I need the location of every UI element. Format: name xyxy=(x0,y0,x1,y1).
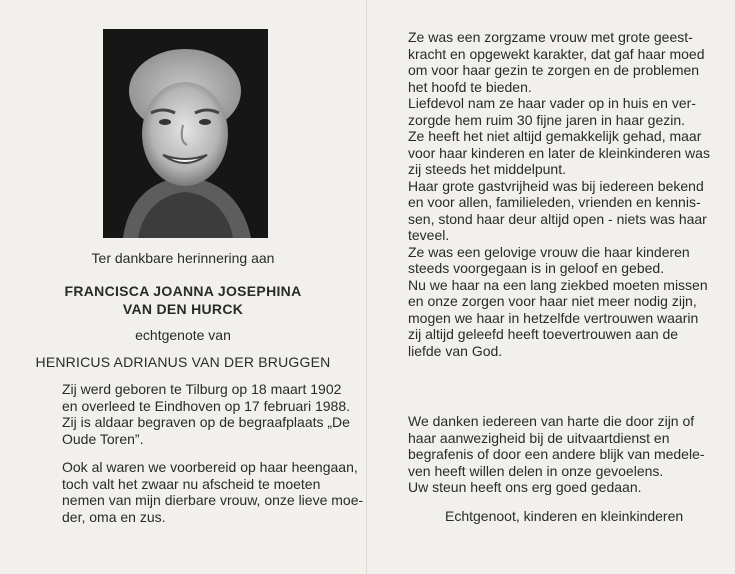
text-line: nemen van mijn dierbare vrouw, onze lieve moe- xyxy=(62,492,364,508)
signature-line: Echtgenoot, kinderen en kleinkinderen xyxy=(445,508,684,524)
text-line: toch valt het zwaar nu afscheid te moeten xyxy=(62,475,321,492)
deceased-name-line1: FRANCISCA JOANNA JOSEPHINA xyxy=(64,283,302,299)
text-line: Ze was een zorgzame vrouw met grote geest- xyxy=(408,29,693,45)
text-line: teveel. xyxy=(408,227,450,243)
portrait-image xyxy=(103,29,268,238)
text-line: het hoofd te bieden. xyxy=(408,78,532,95)
text-line: Nu we haar na een lang ziekbed moeten missen xyxy=(408,276,708,293)
text-line: steeds voorgegaan is in geloof en gebed. xyxy=(408,260,665,276)
thanks-paragraph xyxy=(408,413,705,496)
text-line: Uw steun heeft ons erg goed gedaan. xyxy=(408,479,642,495)
text-line: ven heeft willen delen in onze gevoelens. xyxy=(408,462,664,479)
text-line: der, oma en zus. xyxy=(62,508,166,525)
text-line: zij altijd geleefd heeft toevertrouwen aan de xyxy=(408,326,679,342)
farewell-paragraph xyxy=(62,459,364,525)
text-line: We danken iedereen van harte die door zijn of xyxy=(408,413,695,429)
card-fold xyxy=(366,0,367,574)
birth-death-paragraph xyxy=(62,381,350,447)
text-line: Ze heeft het niet altijd gemakkelijk gehad, maar xyxy=(408,128,702,144)
text-line: Haar grote gastvrijheid was bij iedereen bekend xyxy=(408,177,704,194)
deceased-name-line2: VAN DEN HURCK xyxy=(122,301,244,317)
intro-text: Ter dankbare herinnering aan xyxy=(91,250,275,266)
text-line: Oude Toren”. xyxy=(62,430,144,447)
spouse-label: echtgenote van xyxy=(135,327,231,343)
text-line: Zij is aldaar begraven op de begraafplaats „De xyxy=(62,414,350,430)
text-line: Zij werd geboren te Tilburg op 18 maart 1902 xyxy=(62,381,342,397)
text-line: zorgde hem ruim 30 fijne jaren in haar gezin. xyxy=(408,111,686,128)
text-line: en overleed te Eindhoven op 17 februari 1988. xyxy=(62,397,350,414)
text-line: voor haar kinderen en later de kleinkinderen was xyxy=(408,144,710,161)
spouse-name: HENRICUS ADRIANUS VAN DER BRUGGEN xyxy=(35,354,331,370)
text-line: Ze was een gelovige vrouw die haar kinderen xyxy=(408,243,690,260)
text-line: om voor haar gezin te zorgen en de problemen xyxy=(408,62,700,78)
text-line: Ook al waren we voorbereid op haar heengaan, xyxy=(62,459,358,475)
text-line: mogen we haar in hetzelfde vertrouwen waarin xyxy=(408,309,699,326)
text-line: Liefdevol nam ze haar vader op in huis en ver- xyxy=(408,95,696,111)
text-line: zij steeds het middelpunt. xyxy=(408,161,566,177)
text-line: liefde van God. xyxy=(408,342,503,359)
text-line: kracht en opgewekt karakter, dat gaf haar moed xyxy=(408,45,705,62)
portrait-photo xyxy=(103,29,268,238)
text-line: en voor allen, familieleden, vrienden en kennis- xyxy=(408,194,701,210)
text-line: en onze zorgen voor haar niet meer nodig zijn, xyxy=(408,293,697,309)
text-line: begrafenis of door een andere blijk van medele- xyxy=(408,446,705,462)
text-line: sen, stond haar deur altijd open - niets was haar xyxy=(408,210,707,227)
tribute-paragraph xyxy=(408,29,710,359)
text-line: haar aanwezigheid bij de uitvaartdienst en xyxy=(408,429,670,446)
